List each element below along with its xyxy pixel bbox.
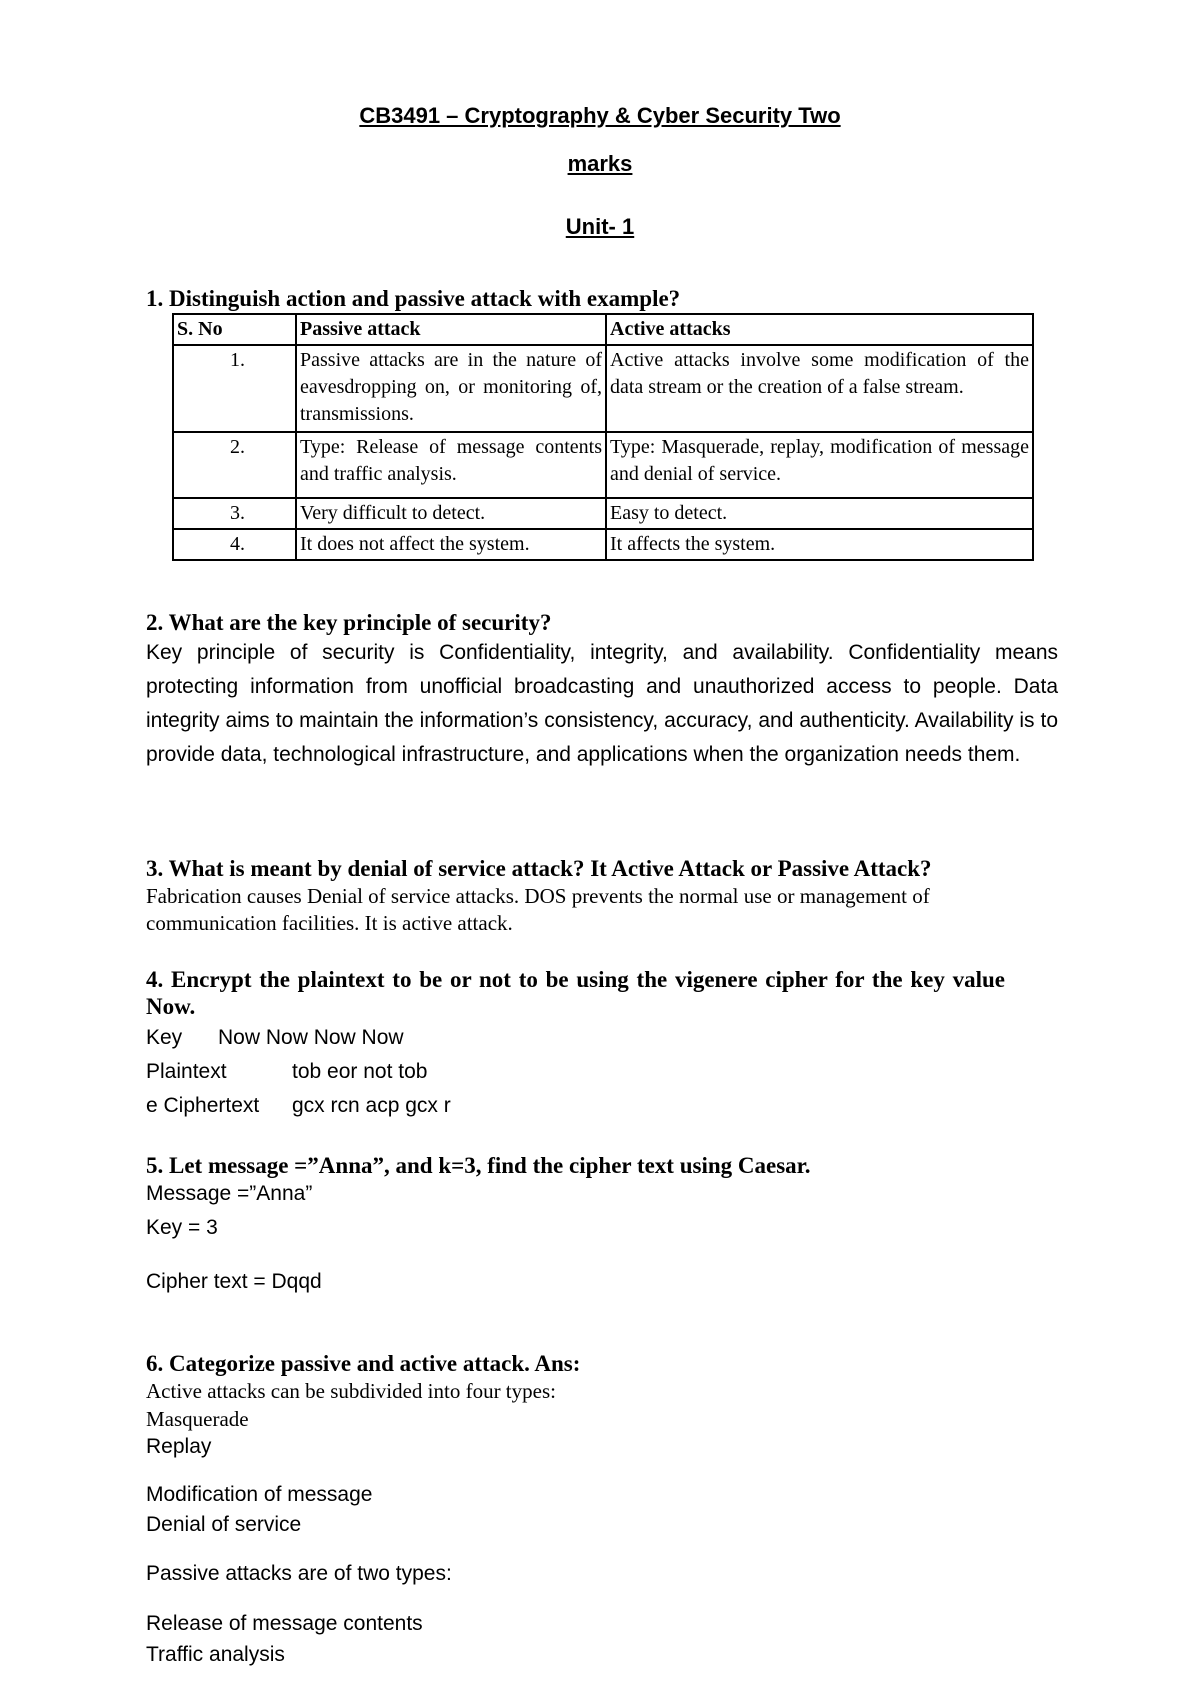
table-cell-passive: Passive attacks are in the nature of eavesdropping on, or monitoring of, transmissions.: [296, 345, 606, 432]
active-attacks-intro: Active attacks can be subdivided into four types:: [146, 1379, 556, 1403]
question-3: 3. What is meant by denial of service attack? It Active Attack or Passive Attack?: [146, 856, 932, 881]
passive-attacks-intro: Passive attacks are of two types:: [146, 1562, 452, 1585]
vigenere-plaintext-label: Plaintext: [146, 1060, 227, 1083]
question-6: 6. Categorize passive and active attack. Ans:: [146, 1351, 581, 1376]
table-cell-active: Easy to detect.: [606, 498, 1033, 529]
answer-2: Key principle of security is Confidentiality, integrity, and availability. Confidentiality means protecting information from unofficial broadcasting and unauthorized access to people. Data integrity aims to maintain the information’s consistency, accuracy, and authenticity. Availability is to provide data, technological infrastructure, and applications when the organization needs them.: [146, 641, 1058, 766]
vigenere-ciphertext-label: e Ciphertext: [146, 1094, 260, 1117]
table-header-cell: S. No: [173, 314, 296, 345]
table-header-cell: Active attacks: [606, 314, 1033, 345]
table-cell-passive: Very difficult to detect.: [296, 498, 606, 529]
vigenere-key-row: [146, 1026, 404, 1050]
table-cell-passive: Type: Release of message contents and traffic analysis.: [296, 432, 606, 498]
vigenere-key-value: Now Now Now Now: [218, 1026, 404, 1049]
attack-comparison-table: [172, 313, 1034, 561]
active-type-item: Modification of message: [146, 1483, 373, 1506]
table-cell-sno: 1.: [173, 345, 296, 432]
table-row: [173, 529, 1033, 560]
vigenere-ciphertext-value: gcx rcn acp gcx r: [292, 1094, 451, 1117]
caesar-message: Message =”Anna”: [146, 1182, 313, 1205]
table-cell-active: Type: Masquerade, replay, modification of message and denial of service.: [606, 432, 1033, 498]
passive-type-item: Release of message contents: [146, 1612, 423, 1635]
active-type-item: Replay: [146, 1435, 212, 1458]
question-4-line2: Now.: [146, 994, 196, 1019]
caesar-key: Key = 3: [146, 1216, 218, 1239]
question-5: 5. Let message =”Anna”, and k=3, find the cipher text using Caesar.: [146, 1153, 811, 1178]
active-type-item: Denial of service: [146, 1513, 302, 1536]
table-header-row: [173, 314, 1033, 345]
table-row: [173, 432, 1033, 498]
vigenere-key-label: Key: [146, 1026, 183, 1049]
table-cell-sno: 2.: [173, 432, 296, 498]
answer-3: Fabrication causes Denial of service attacks. DOS prevents the normal use or management of communication facilities. It is active attack.: [146, 884, 930, 935]
table-cell-sno: 3.: [173, 498, 296, 529]
document-title-line2: marks: [567, 151, 633, 176]
table-row: [173, 498, 1033, 529]
table-cell-active: Active attacks involve some modification of the data stream or the creation of a false stream.: [606, 345, 1033, 432]
table-row: [173, 345, 1033, 432]
caesar-cipher-text: Cipher text = Dqqd: [146, 1270, 322, 1293]
question-2: 2. What are the key principle of security?: [146, 610, 552, 635]
question-4-line1: 4. Encrypt the plaintext to be or not to be using the vigenere cipher for the key value: [146, 967, 1005, 992]
table-header-cell: Passive attack: [296, 314, 606, 345]
question-1: 1. Distinguish action and passive attack with example?: [146, 286, 681, 311]
vigenere-plaintext-row: [146, 1060, 428, 1084]
vigenere-ciphertext-row: [146, 1094, 451, 1118]
unit-heading: Unit- 1: [565, 214, 635, 239]
table-cell-active: It affects the system.: [606, 529, 1033, 560]
passive-type-item: Traffic analysis: [146, 1643, 285, 1666]
document-title-line1: CB3491 – Cryptography & Cyber Security Two: [359, 103, 841, 128]
table-cell-sno: 4.: [173, 529, 296, 560]
active-type-item: Masquerade: [146, 1407, 249, 1431]
table-cell-passive: It does not affect the system.: [296, 529, 606, 560]
vigenere-plaintext-value: tob eor not tob: [292, 1060, 428, 1083]
